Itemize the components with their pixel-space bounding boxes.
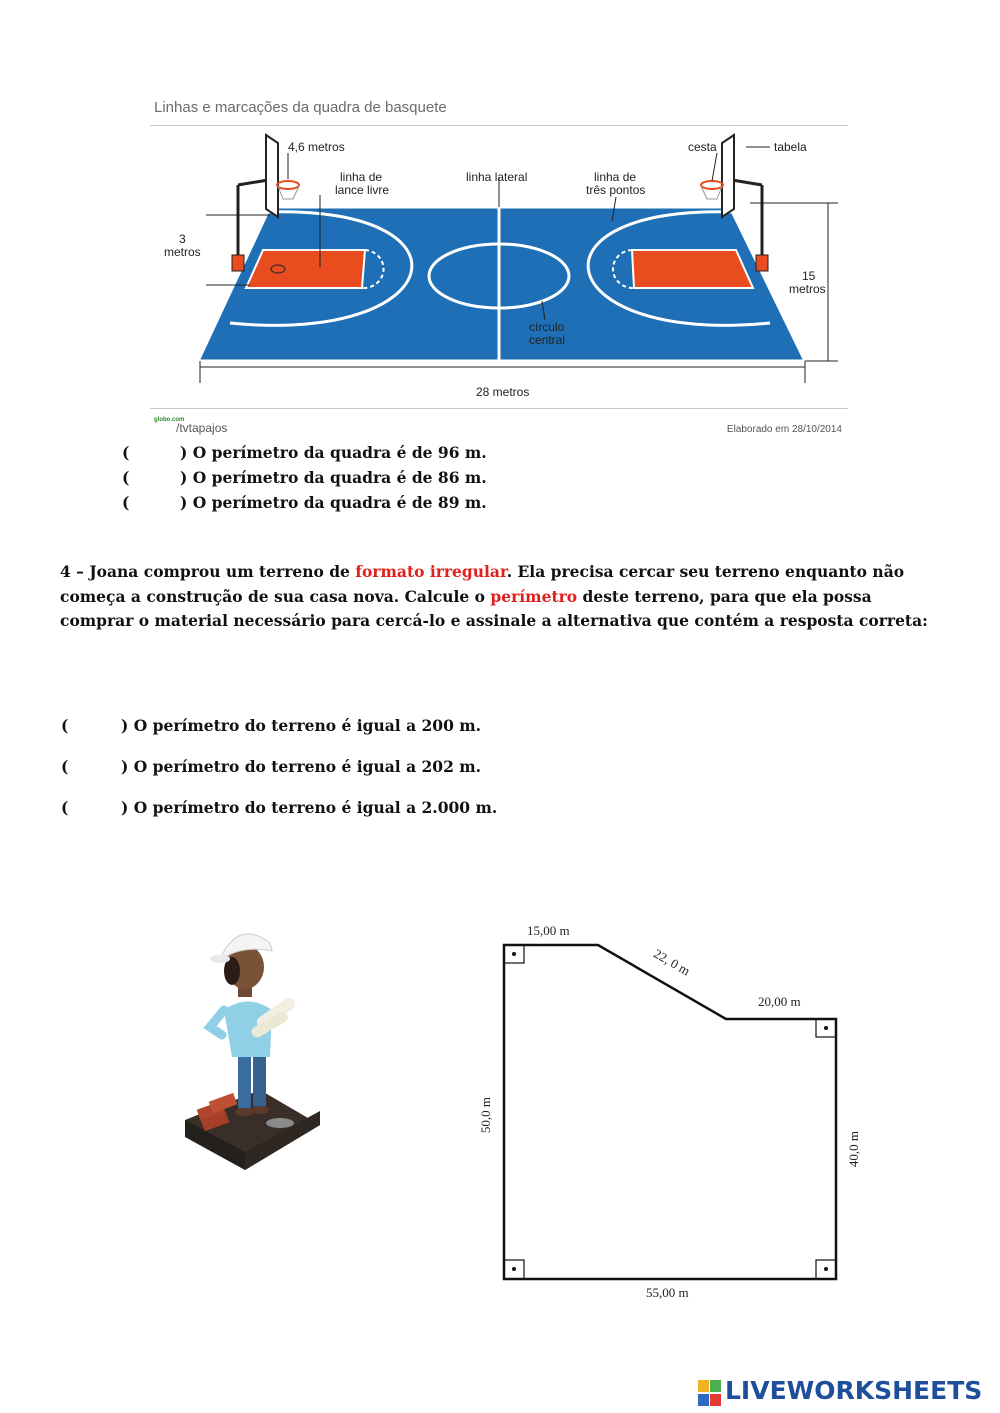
- liveworksheets-logo-icon: [697, 1378, 723, 1410]
- answer-checkbox[interactable]: (: [61, 716, 69, 735]
- basket-label: cesta: [688, 140, 717, 154]
- basketball-court-figure: [150, 95, 850, 440]
- free-throw-line-label-1: linha de: [340, 170, 383, 184]
- question-text-part: . Ela precisa cercar seu terreno enquanto não começa a construção de sua casa nova. Calcule o: [60, 562, 905, 606]
- left-backboard: [266, 135, 278, 217]
- figure-date: Elaborado em 28/10/2014: [726, 424, 842, 435]
- globo-logo: globo.com: [154, 417, 185, 423]
- backboard-dimension-label: 4,6 metros: [288, 140, 345, 154]
- right-backboard: [722, 135, 734, 217]
- answer-checkbox[interactable]: (: [122, 468, 130, 487]
- option-text: ) O perímetro da quadra é de 89 m.: [180, 493, 487, 512]
- liveworksheets-brand-text: LIVEWORKSHEETS: [725, 1376, 983, 1405]
- left-pole-padding: [232, 255, 244, 271]
- right-key: [632, 250, 753, 288]
- plot-option-2[interactable]: [61, 757, 481, 776]
- irregular-plot-figure: [470, 915, 870, 1310]
- side-line-label: linha lateral: [466, 170, 528, 184]
- plot-diagram: [470, 915, 870, 1310]
- bottom-side-label: 55,00 m: [646, 1285, 689, 1300]
- answer-checkbox[interactable]: (: [61, 757, 69, 776]
- court-diagram: [150, 95, 850, 440]
- key-width-label-1: 3: [179, 232, 186, 246]
- top-left-side-label: 15,00 m: [527, 923, 570, 938]
- plot-option-1[interactable]: [61, 716, 481, 735]
- right-side-label: 40,0 m: [846, 1130, 861, 1168]
- highlight-perimeter: perímetro: [490, 586, 578, 606]
- left-side-label: 50,0 m: [478, 1096, 493, 1134]
- liveworksheets-logo: [697, 1376, 997, 1412]
- left-key: [246, 250, 365, 288]
- right-basket-rim: [701, 181, 723, 189]
- court-option-2[interactable]: [122, 468, 487, 487]
- court-length-label: 28 metros: [476, 385, 530, 399]
- plot-option-3[interactable]: [61, 798, 497, 817]
- answer-checkbox[interactable]: (: [122, 443, 130, 462]
- option-text: ) O perímetro do terreno é igual a 202 m.: [121, 757, 482, 776]
- diagonal-side-label: 22, 0 m: [651, 945, 693, 979]
- figure-bottom-rule: [150, 408, 848, 409]
- answer-checkbox[interactable]: (: [61, 798, 69, 817]
- source-credit: /tvtapajos: [176, 421, 228, 435]
- court-width-label-2: metros: [789, 282, 826, 296]
- question-4-text: [60, 560, 940, 634]
- three-point-line-label-2: três pontos: [586, 183, 646, 197]
- court-width-label-1: 15: [802, 269, 816, 283]
- center-circle-label-2: central: [529, 333, 566, 347]
- option-text: ) O perímetro do terreno é igual a 2.000 m.: [121, 798, 498, 817]
- three-point-line-label-1: linha de: [594, 170, 637, 184]
- option-text: ) O perímetro do terreno é igual a 200 m.: [121, 716, 482, 735]
- key-width-label-2: metros: [164, 245, 201, 259]
- question-text-part: 4 – Joana comprou um terreno de: [60, 562, 356, 581]
- backboard-label: tabela: [774, 140, 807, 154]
- highlight-irregular-shape: formato irregular: [355, 562, 507, 581]
- question-text-part: deste terreno, para que ela possa comprar o material necessário para cercá-lo e assinale a alternativa que contém a resposta correta:: [60, 586, 928, 630]
- answer-checkbox[interactable]: (: [122, 493, 130, 512]
- left-basket-rim: [277, 181, 299, 189]
- court-figure-title: Linhas e marcações da quadra de basquete: [154, 99, 447, 116]
- top-right-side-label: 20,00 m: [758, 994, 801, 1009]
- engineer-figurine-drawing: [180, 915, 325, 1175]
- center-circle-label-1: círculo: [529, 320, 565, 334]
- option-text: ) O perímetro da quadra é de 86 m.: [180, 468, 487, 487]
- court-option-1[interactable]: [122, 443, 487, 462]
- engineer-figurine-image: [180, 915, 325, 1175]
- right-pole-padding: [756, 255, 768, 271]
- free-throw-line-label-2: lance livre: [335, 183, 390, 197]
- court-option-3[interactable]: [122, 493, 487, 512]
- option-text: ) O perímetro da quadra é de 96 m.: [180, 443, 487, 462]
